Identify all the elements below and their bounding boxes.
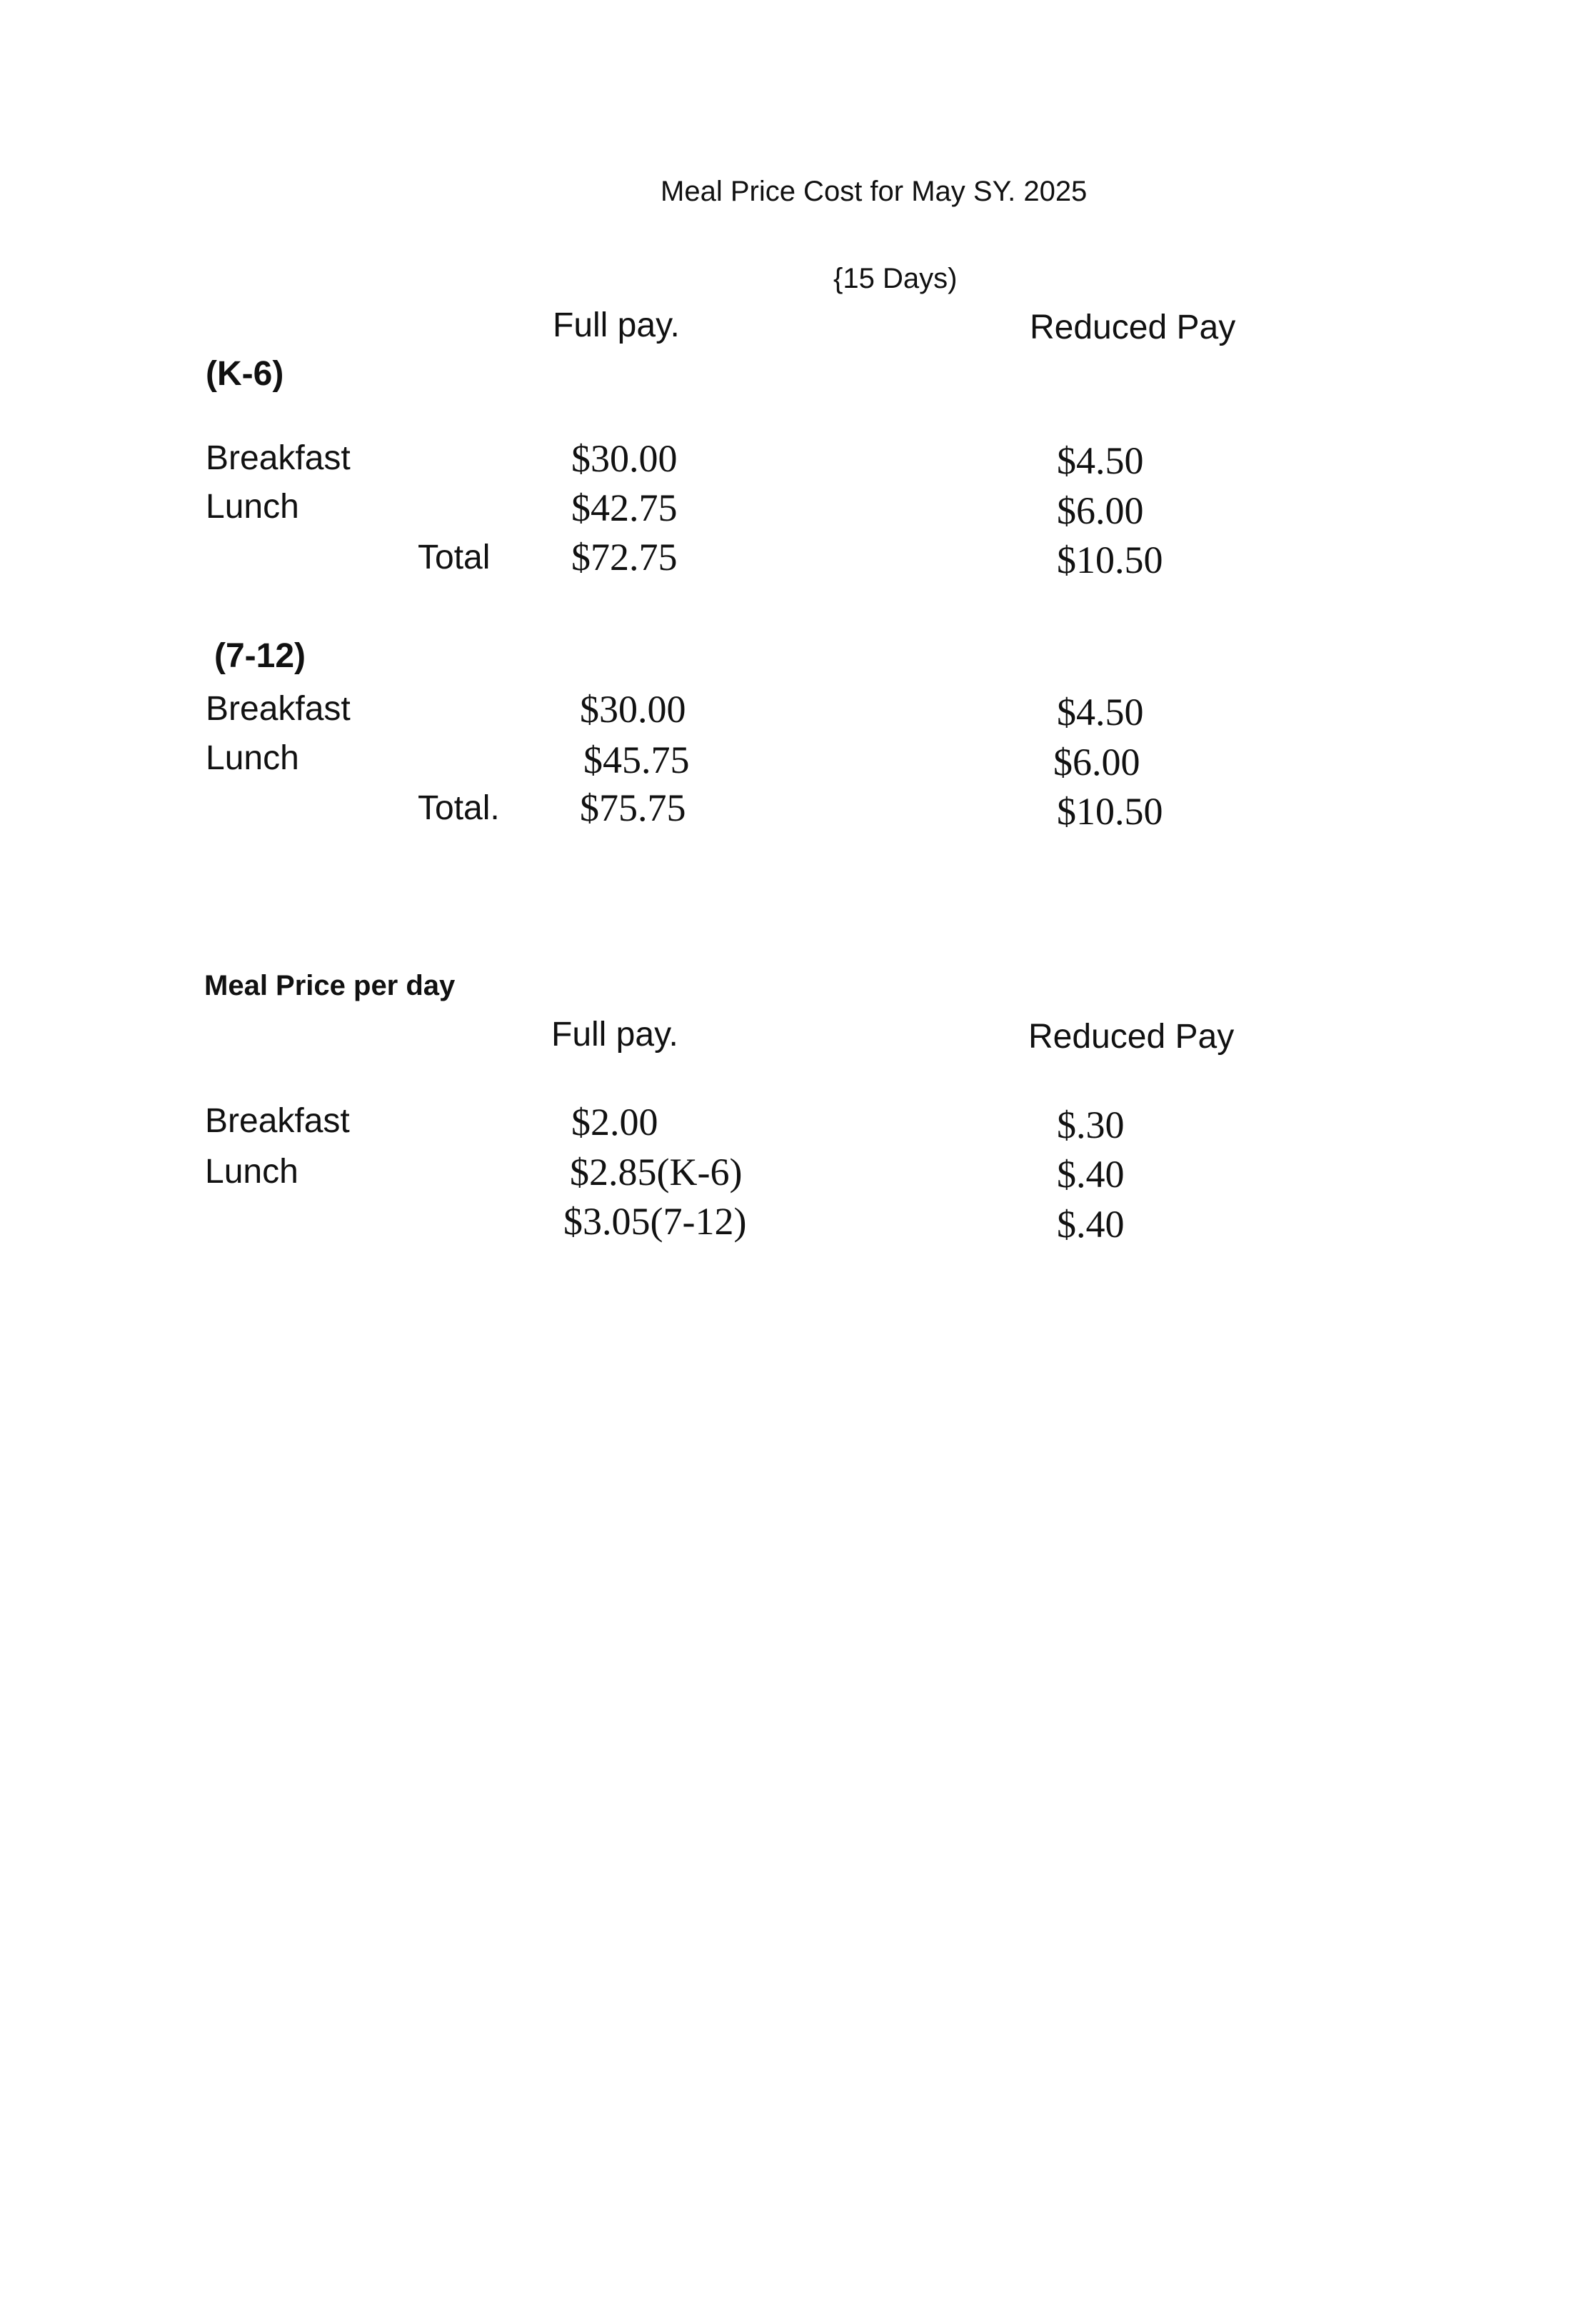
section-heading-7-12: (7-12) bbox=[214, 637, 306, 675]
perday-breakfast-full: $2.00 bbox=[571, 1101, 658, 1144]
perday-lunch-full-k6: $2.85(K-6) bbox=[570, 1151, 743, 1193]
k6-lunch-reduced: $6.00 bbox=[1057, 489, 1144, 532]
k6-breakfast-reduced: $4.50 bbox=[1057, 439, 1144, 482]
k6-total-full: $72.75 bbox=[571, 536, 678, 579]
perday-breakfast-reduced: $.30 bbox=[1057, 1104, 1125, 1146]
k6-breakfast-full: $30.00 bbox=[571, 437, 678, 480]
perday-column-header-reduced-pay: Reduced Pay bbox=[1028, 1018, 1235, 1056]
g712-row-label-breakfast: Breakfast bbox=[206, 690, 351, 728]
k6-row-label-lunch: Lunch bbox=[206, 488, 299, 526]
days-count: {15 Days) bbox=[833, 263, 958, 294]
column-header-full-pay: Full pay. bbox=[553, 306, 680, 344]
g712-total-full: $75.75 bbox=[580, 786, 686, 829]
k6-row-label-breakfast: Breakfast bbox=[206, 439, 351, 477]
perday-row-label-breakfast: Breakfast bbox=[205, 1102, 350, 1140]
perday-lunch-reduced-7-12: $.40 bbox=[1057, 1203, 1125, 1246]
g712-breakfast-reduced: $4.50 bbox=[1057, 691, 1144, 734]
section-heading-per-day: Meal Price per day bbox=[204, 970, 456, 1001]
section-heading-k6: (K-6) bbox=[206, 355, 284, 393]
k6-lunch-full: $42.75 bbox=[571, 486, 678, 529]
perday-column-header-full-pay: Full pay. bbox=[551, 1016, 678, 1054]
perday-lunch-reduced-k6: $.40 bbox=[1057, 1153, 1125, 1196]
column-header-reduced-pay: Reduced Pay bbox=[1030, 309, 1236, 346]
k6-total-reduced: $10.50 bbox=[1057, 539, 1163, 581]
document-title: Meal Price Cost for May SY. 2025 bbox=[661, 176, 1088, 207]
g712-total-reduced: $10.50 bbox=[1057, 790, 1163, 833]
g712-lunch-reduced: $6.00 bbox=[1053, 741, 1140, 784]
k6-row-label-total: Total bbox=[418, 539, 491, 576]
g712-lunch-full: $45.75 bbox=[583, 739, 690, 781]
perday-lunch-full-7-12: $3.05(7-12) bbox=[563, 1200, 747, 1243]
perday-row-label-lunch: Lunch bbox=[205, 1153, 298, 1191]
g712-breakfast-full: $30.00 bbox=[580, 688, 686, 731]
g712-row-label-total: Total. bbox=[418, 789, 500, 827]
g712-row-label-lunch: Lunch bbox=[206, 739, 299, 777]
